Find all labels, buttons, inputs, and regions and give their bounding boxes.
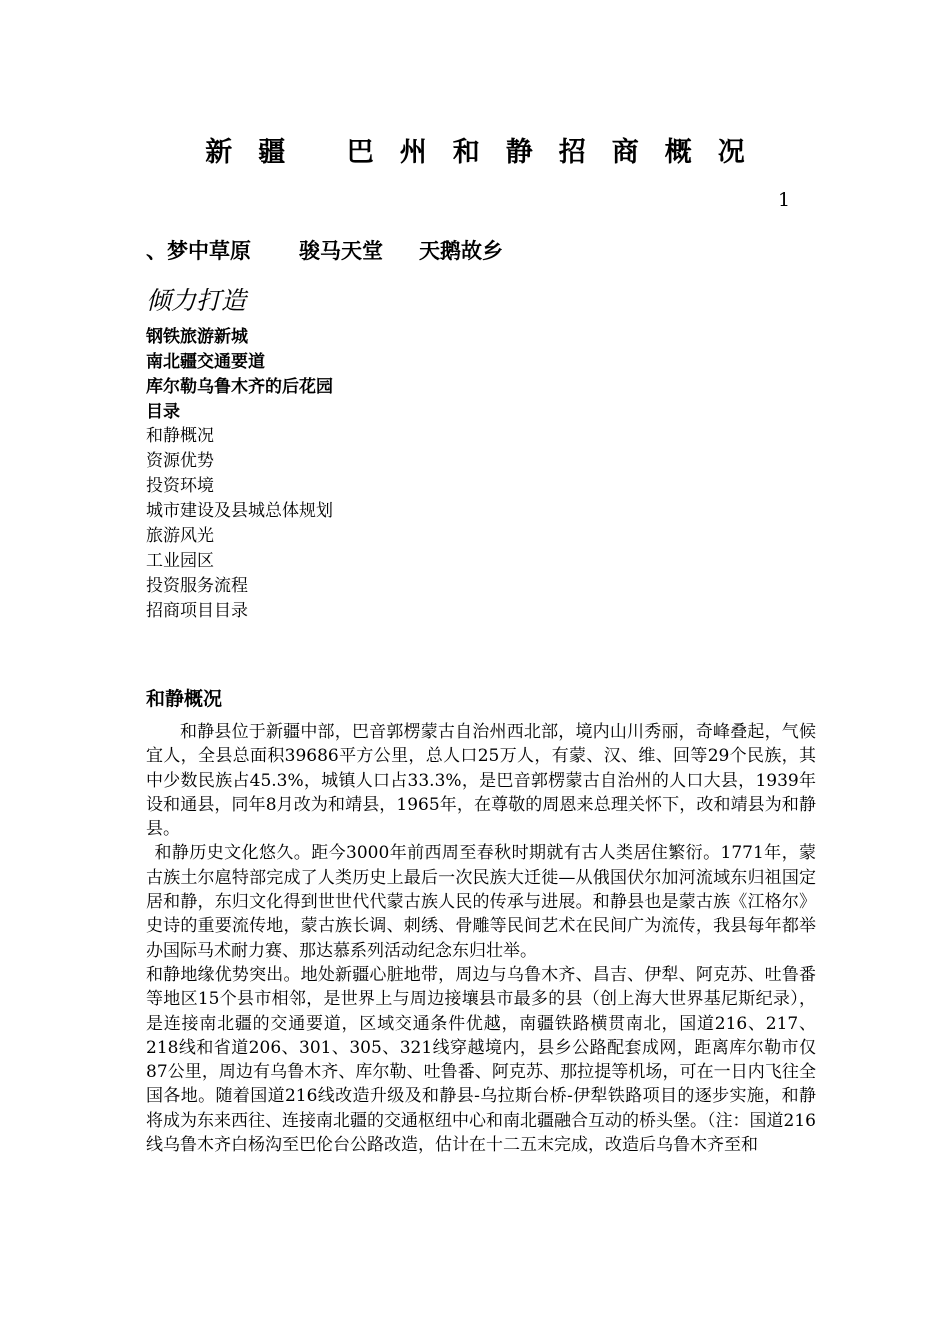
toc-item: 旅游风光 xyxy=(146,526,214,546)
slogan-part-1: 、梦中草原 xyxy=(146,238,251,263)
slogan-part-2: 骏马天堂 xyxy=(299,238,383,263)
subtitle-heading: 倾力打造 xyxy=(146,286,247,315)
toc-item: 城市建设及县城总体规划 xyxy=(146,501,333,521)
highlight-item: 库尔勒乌鲁木齐的后花园 xyxy=(146,377,333,397)
table-of-contents xyxy=(146,424,333,624)
body-paragraph: 和静地缘优势突出。地处新疆心脏地带，周边与乌鲁木齐、昌吉、伊犁、阿克苏、吐鲁番等地区15个县市相邻，是世界上与周边接壤县市最多的县（创上海大世界基尼斯纪录），是连接南北疆的交通要道，区域交通条件优越，南疆铁路横贯南北，国道216、217、218线和省道206、301、305、321线穿越境内，县乡公路配套成网，距离库尔勒市仅87公里，周边有乌鲁木齐、库尔勒、吐鲁番、阿克苏、那拉提等机场，可在一日内飞往全国各地。随着国道216线改造升级及和静县-乌拉斯台桥-伊犁铁路项目的逐步实施，和静将成为东来西往、连接南北疆的交通枢纽中心和南北疆融合互动的桥头堡。（注：国道216线乌鲁木齐白杨沟至巴伦台公路改造，估计在十二五末完成，改造后乌鲁木齐至和 xyxy=(146,964,816,1156)
highlight-list xyxy=(146,325,333,425)
toc-item: 投资环境 xyxy=(146,476,214,496)
toc-item: 工业园区 xyxy=(146,551,214,571)
highlight-item: 南北疆交通要道 xyxy=(146,352,265,372)
toc-item: 招商项目目录 xyxy=(146,601,248,621)
body-paragraph: 和静县位于新疆中部，巴音郭楞蒙古自治州西北部，境内山川秀丽，奇峰叠起，气候宜人，全县总面积39686平方公里，总人口25万人，有蒙、汉、维、回等29个民族，其中少数民族占45.3%，城镇人口占33.3%，是巴音郭楞蒙古自治州的人口大县，1939年设和通县，同年8月改为和靖县，1965年，在尊敬的周恩来总理关怀下，改和靖县为和静县。 xyxy=(146,722,816,840)
slogan-line xyxy=(146,236,503,266)
section-body xyxy=(146,720,816,1157)
document-title: 新疆 巴州和静招商概况 xyxy=(205,137,771,168)
toc-item: 资源优势 xyxy=(146,451,214,471)
body-paragraph: 和静历史文化悠久。距今3000年前西周至春秋时期就有古人类居住繁衍。1771年，蒙古族土尔扈特部完成了人类历史上最后一次民族大迁徙—从俄国伏尔加河流域东归祖国定居和静，东归文化得到世世代代蒙古族人民的传承与进展。和静县也是蒙古族《江格尔》史诗的重要流传地，蒙古族长调、刺绣、骨雕等民间艺术在民间广为流传，我县每年都举办国际马术耐力赛、那达慕系列活动纪念东归壮举。 xyxy=(146,843,816,961)
section-heading: 和静概况 xyxy=(146,688,223,710)
toc-heading: 目录 xyxy=(146,402,180,422)
slogan-part-3: 天鹅故乡 xyxy=(419,238,503,263)
page-number: 1 xyxy=(778,189,791,211)
toc-item: 和静概况 xyxy=(146,426,214,446)
highlight-item: 钢铁旅游新城 xyxy=(146,327,248,347)
toc-item: 投资服务流程 xyxy=(146,576,248,596)
